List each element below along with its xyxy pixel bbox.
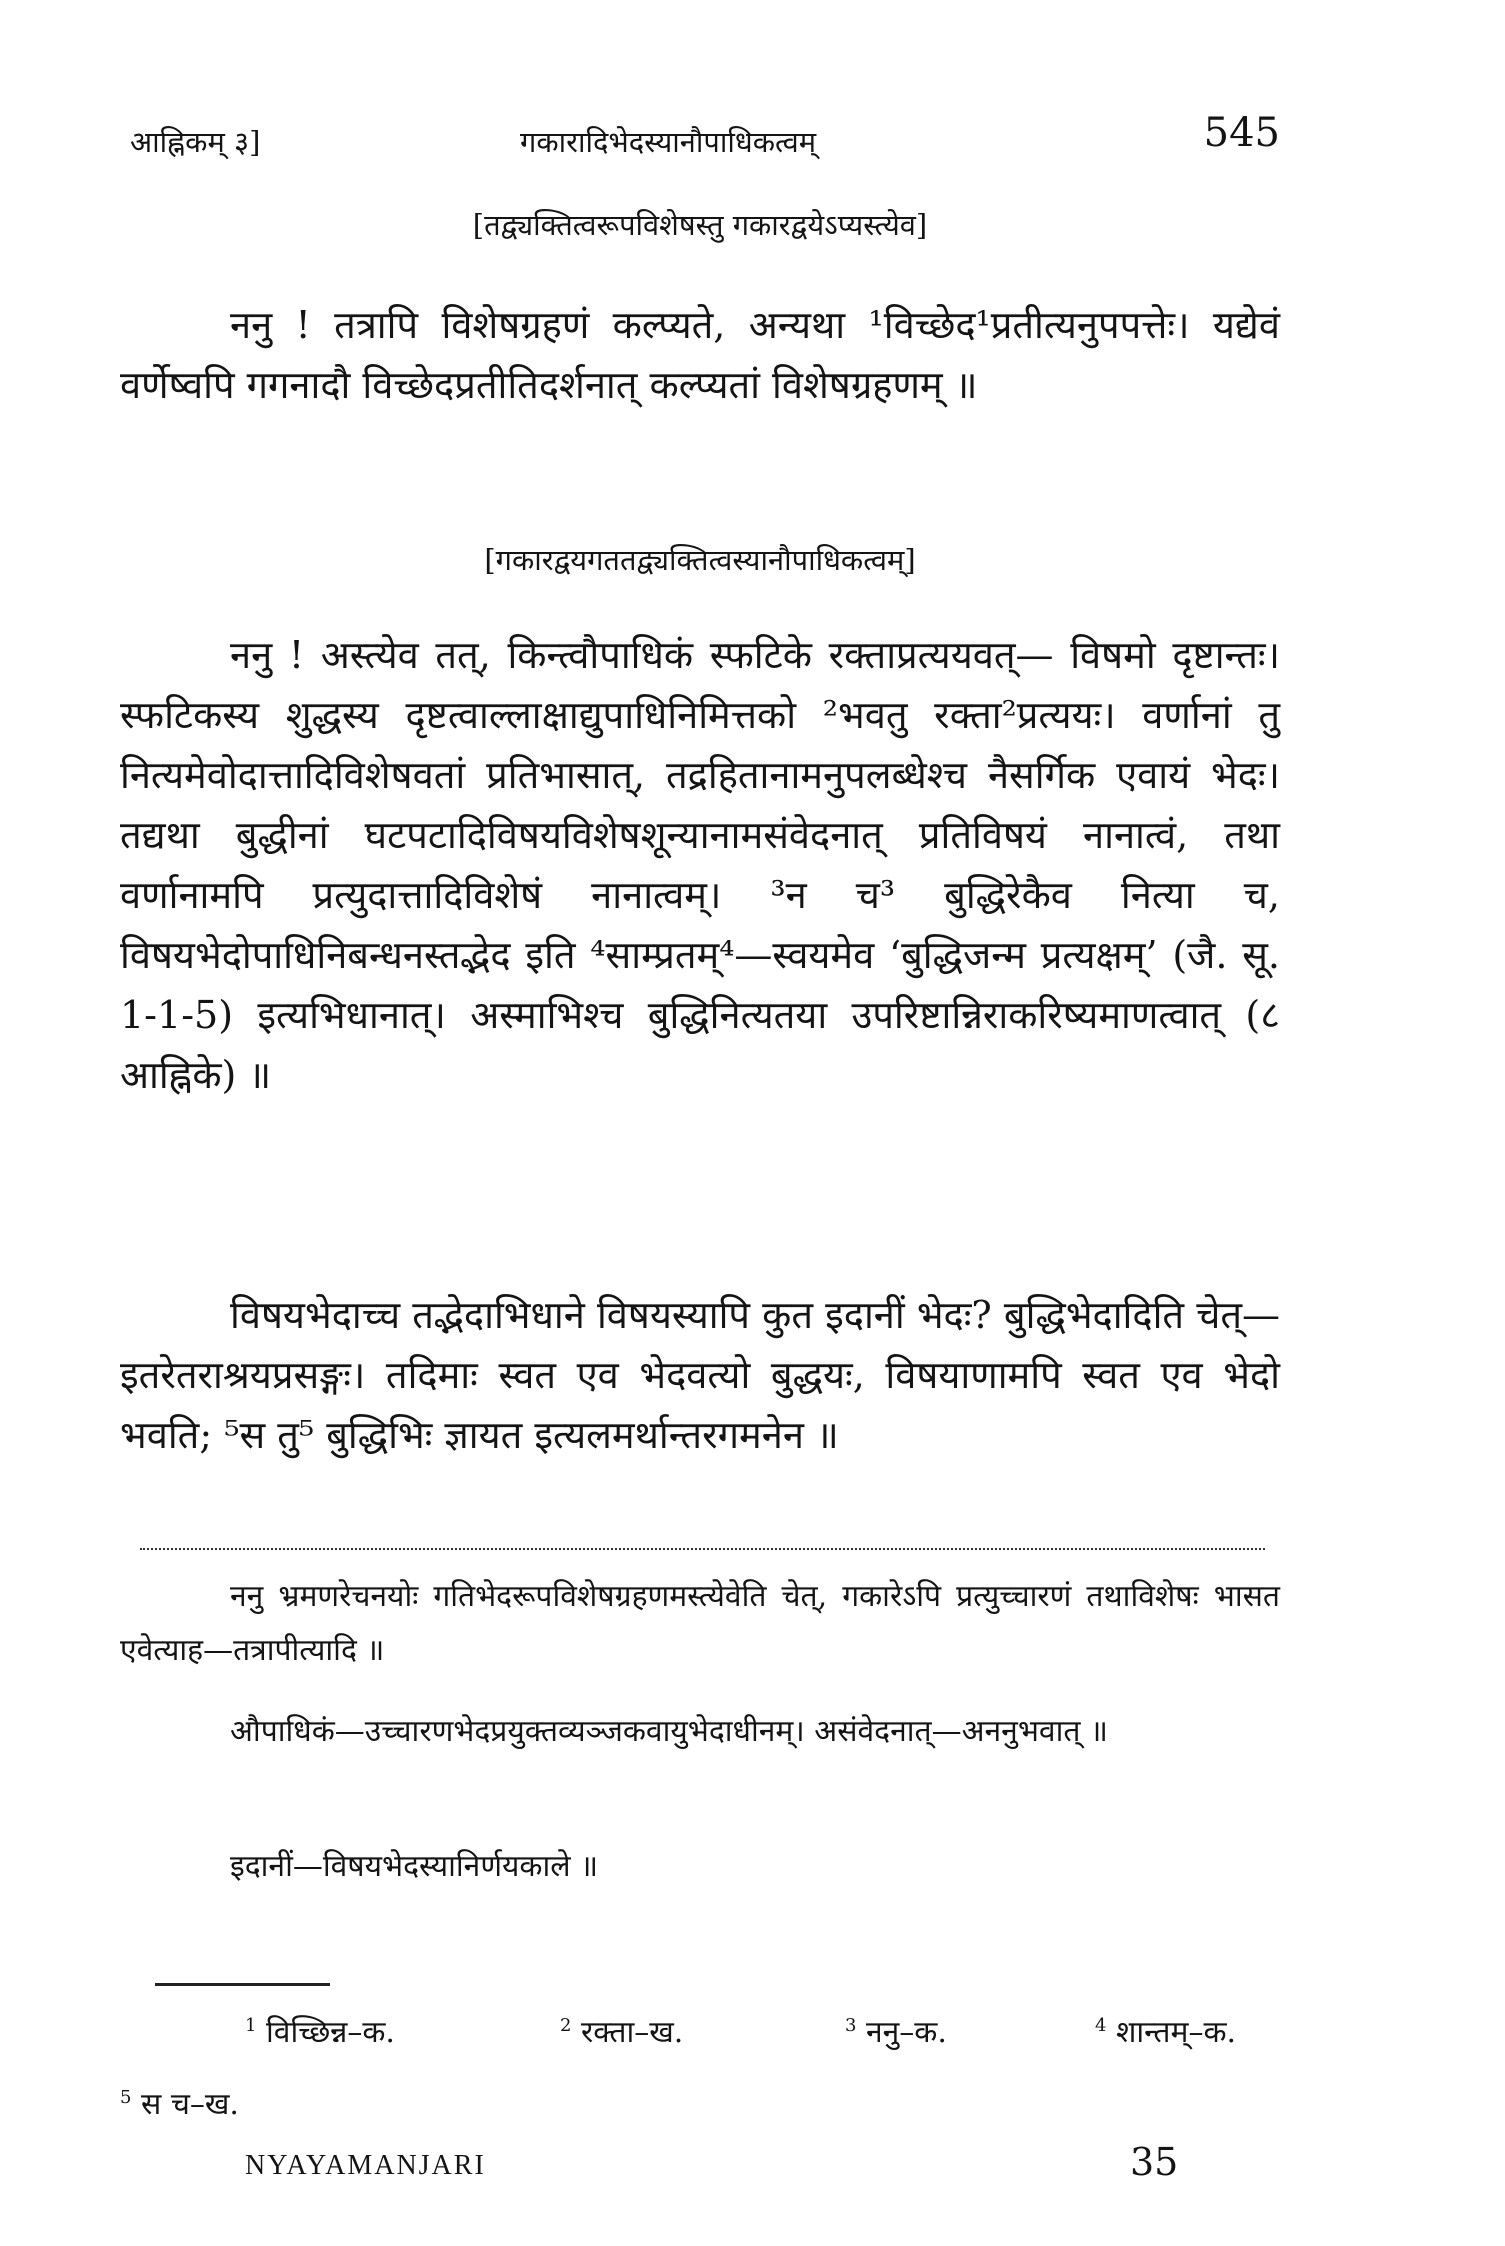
running-header	[120, 110, 1280, 170]
book-title: NYAYAMANJARI	[245, 2150, 486, 2181]
commentary-1: ननु भ्रमणरेचनयोः गतिभेदरूपविशेषग्रहणमस्त्येवेति चेत्, गकारेऽपि प्रत्युच्चारणं तथाविशेषः भासत एवेत्याह—तत्रापीत्यादि ॥	[120, 1579, 1280, 1668]
page-number: 545	[1203, 110, 1280, 156]
footnote-1: $^1$ विच्छिन्न–क.	[245, 2015, 395, 2050]
footnote-divider	[155, 1983, 330, 1986]
header-chapter: आह्निकम् ३]	[130, 125, 261, 159]
book-page	[120, 100, 1280, 2200]
paragraph-3: विषयभेदाच्च तद्भेदाभिधाने विषयस्यापि कुत इदानीं भेदः? बुद्धिभेदादिति चेत्—इतरेतराश्रयप्रसङ्गः। तदिमाः स्वत एव भेदवत्यो बुद्धयः, विषयाणामपि स्वत एव भेदो भवति; ⁵स तु⁵ बुद्धिभिः ज्ञायत इत्यलमर्थान्तरगमनेन ॥	[120, 1293, 1280, 1457]
signature-number: 35	[1130, 2140, 1179, 2184]
section-heading-1: [तद्व्यक्तित्वरूपविशेषस्तु गकारद्वयेऽप्यस्त्येव]	[472, 208, 928, 242]
footnote-5: $^5$ स च–ख.	[120, 2087, 239, 2122]
commentary-divider	[140, 1548, 1265, 1550]
commentary-2: औपाधिकं—उच्चारणभेदप्रयुक्तव्यञ्जकवायुभेदाधीनम्। असंवेदनात्—अननुभवात् ॥	[230, 1714, 1108, 1749]
page-footer	[120, 2140, 1280, 2190]
header-topic: गकारादिभेदस्यानौपाधिकत्वम्	[520, 125, 817, 159]
section-heading-2: [गकारद्वयगततद्व्यक्तित्वस्यानौपाधिकत्वम्]	[484, 543, 916, 577]
paragraph-2: ननु ! अस्त्येव तत्, किन्त्वौपाधिकं स्फटिके रक्ताप्रत्ययवत्— विषमो दृष्टान्तः। स्फटिकस्य शुद्धस्य दृष्टत्वाल्लाक्षाद्युपाधिनिमित्तको ²भवतु रक्ता²प्रत्ययः। वर्णानां तु नित्यमेवोदात्तादिविशेषवतां प्रतिभासात्, तद्रहितानामनुपलब्धेश्च नैसर्गिक एवायं भेदः। तद्यथा बुद्धीनां घटपटादिविषयविशेषशून्यानामसंवेदनात् प्रतिविषयं नानात्वं, तथा वर्णानामपि प्रत्युदात्तादिविशेषं नानात्वम्। ³न च³ बुद्धिरेकैव नित्या च, विषयभेदोपाधिनिबन्धनस्तद्भेद इति ⁴साम्प्रतम्⁴—स्वयमेव ‘बुद्धिजन्म प्रत्यक्षम्’ (जै. सू. 1-1-5) इत्यभिधानात्। अस्माभिश्च बुद्धिनित्यतया उपरिष्टान्निराकरिष्यमाणत्वात् (८ आह्निके) ॥	[120, 633, 1280, 1097]
footnote-4: $^4$ शान्तम्–क.	[1095, 2015, 1237, 2050]
commentary-3: इदानीं—विषयभेदस्यानिर्णयकाले ॥	[230, 1849, 599, 1884]
footnote-2: $^2$ रक्ता–ख.	[560, 2015, 684, 2050]
paragraph-1: ननु ! तत्रापि विशेषग्रहणं कल्प्यते, अन्यथा ¹विच्छेद¹प्रतीत्यनुपपत्तेः। यद्येवं वर्णेष्वपि गगनादौ विच्छेदप्रतीतिदर्शनात् कल्प्यतां विशेषग्रहणम् ॥	[120, 303, 1280, 407]
footnote-3: $^3$ ननु–क.	[845, 2015, 947, 2050]
